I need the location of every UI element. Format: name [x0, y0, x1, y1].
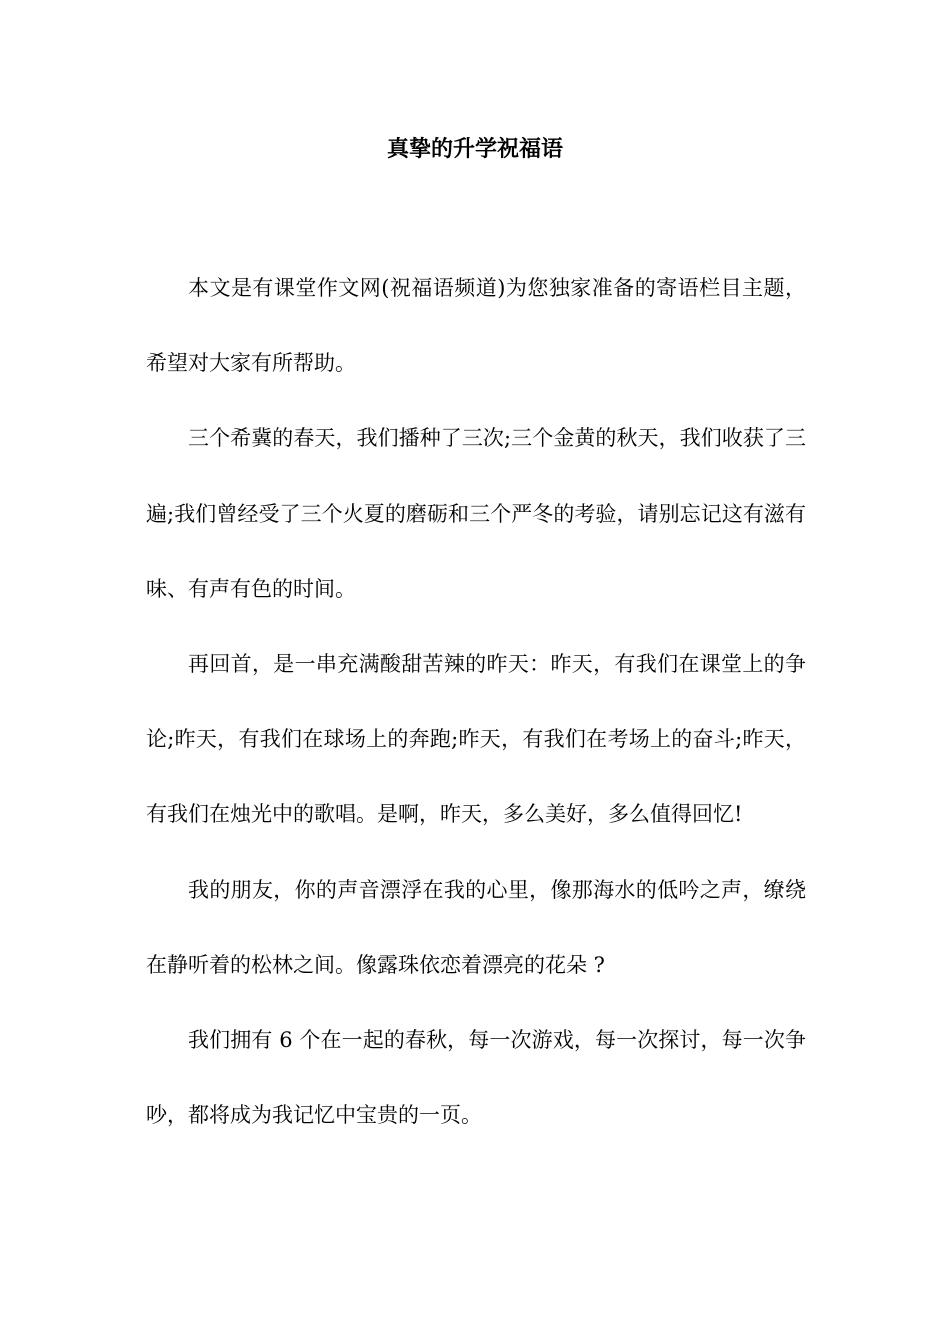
- paragraph-seasons: 三个希冀的春天，我们播种了三次;三个金黄的秋天，我们收获了三遍;我们曾经受了三个火夏的磨砺和三个严冬的考验，请别忘记这有滋有味、有声有色的时间。: [146, 426, 806, 601]
- document-title: 真挚的升学祝福语: [386, 137, 563, 162]
- document-body: [146, 251, 806, 1153]
- paragraph-intro: 本文是有课堂作文网(祝福语频道)为您独家准备的寄语栏目主题，希望对大家有所帮助。: [146, 276, 806, 376]
- paragraph-yesterday: 再回首，是一串充满酸甜苦辣的昨天：昨天，有我们在课堂上的争论;昨天，有我们在球场上的奔跑;昨天，有我们在考场上的奋斗;昨天，有我们在烛光中的歌唱。是啊，昨天，多么美好，多么值得回忆!: [146, 652, 806, 827]
- paragraph-friend: 我的朋友，你的声音漂浮在我的心里，像那海水的低吟之声，缭绕在静听着的松林之间。像露珠依恋着漂亮的花朵 ?: [146, 877, 806, 977]
- paragraph-memories: 我们拥有 6 个在一起的春秋，每一次游戏，每一次探讨，每一次争吵，都将成为我记忆中宝贵的一页。: [146, 1028, 806, 1128]
